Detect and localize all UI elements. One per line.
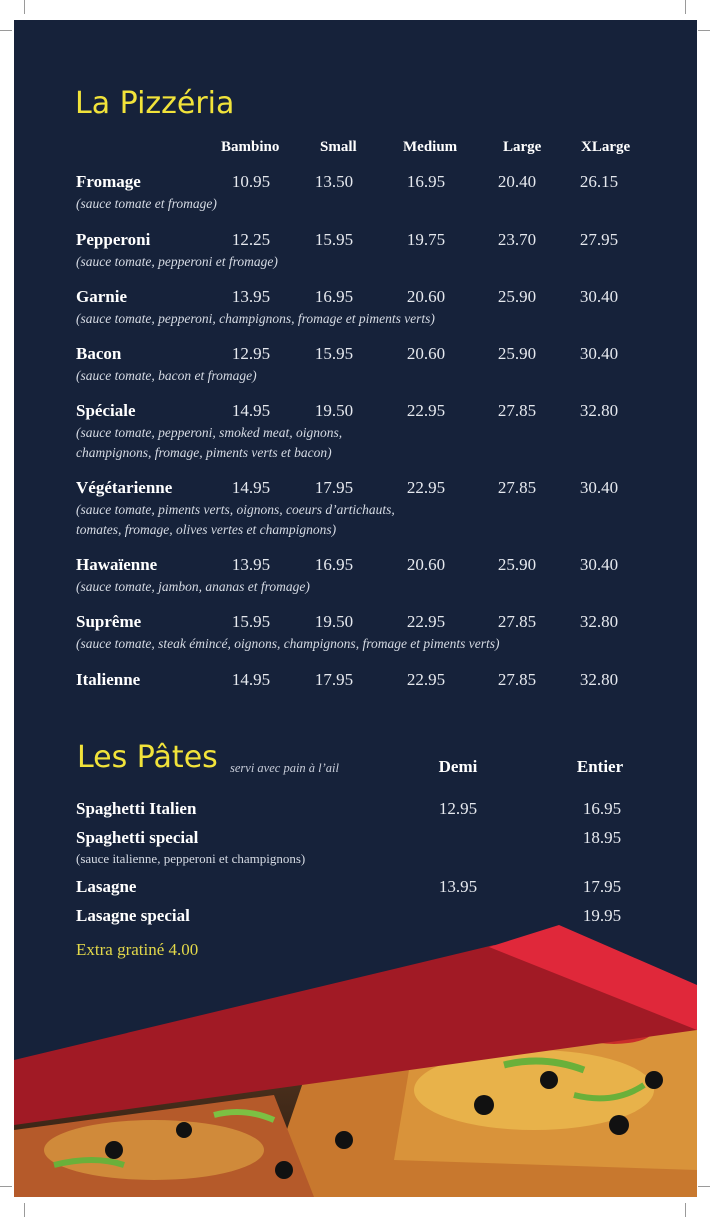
pizza-description xyxy=(76,634,596,654)
size-header-xlarge: XLarge xyxy=(581,139,631,155)
pizza-name: Bacon xyxy=(76,344,122,363)
menu-page xyxy=(14,20,697,1197)
pizza-name: Pepperoni xyxy=(76,230,151,249)
pizza-row xyxy=(14,478,697,537)
pizza-description-line: (sauce tomate, piments verts, oignons, coeurs d’artichauts, xyxy=(76,502,395,517)
pizza-price: 20.60 xyxy=(406,287,446,306)
pizza-price: 14.95 xyxy=(231,401,271,420)
pizza-description-line: tomates, fromage, olives vertes et champignons) xyxy=(76,522,337,537)
pasta-price-demi: 13.95 xyxy=(438,877,478,896)
pizza-price: 22.95 xyxy=(406,478,446,497)
pizza-description xyxy=(76,194,596,214)
pizza-row xyxy=(14,230,697,270)
pizza-description-line: (sauce tomate et fromage) xyxy=(76,196,217,211)
crop-mark xyxy=(698,1186,710,1187)
pizza-price: 14.95 xyxy=(231,670,271,689)
pizza-row xyxy=(14,612,697,652)
pizza-price: 15.95 xyxy=(231,612,271,631)
pizza-row xyxy=(14,344,697,384)
pizza-description xyxy=(76,366,596,386)
pizza-description-line: (sauce tomate, pepperoni, champignons, fromage et piments verts) xyxy=(76,311,435,326)
pizza-price: 27.85 xyxy=(497,670,537,689)
size-header-small: Small xyxy=(320,139,357,155)
extra-gratine: Extra gratiné 4.00 xyxy=(76,940,199,959)
pizza-row xyxy=(14,401,697,460)
pasta-price-entier: 16.95 xyxy=(582,799,622,818)
pates-subtitle: servi avec pain à l’ail xyxy=(230,761,339,775)
size-header-medium: Medium xyxy=(403,139,458,155)
pizza-row xyxy=(14,172,697,212)
pizza-price: 15.95 xyxy=(314,344,354,363)
pizza-description xyxy=(76,500,596,540)
pasta-price-demi: 12.95 xyxy=(438,799,478,818)
pizza-price: 30.40 xyxy=(579,344,619,363)
pasta-name: Spaghetti Italien xyxy=(76,799,197,818)
pizza-price: 22.95 xyxy=(406,612,446,631)
pizza-price: 19.50 xyxy=(314,401,354,420)
pizza-price: 25.90 xyxy=(497,287,537,306)
pizza-price: 25.90 xyxy=(497,555,537,574)
pizza-price: 20.40 xyxy=(497,172,537,191)
pizza-name: Garnie xyxy=(76,287,127,306)
crop-mark xyxy=(24,1203,25,1217)
pizza-price: 25.90 xyxy=(497,344,537,363)
pizza-description-line: (sauce tomate, pepperoni, smoked meat, oignons, xyxy=(76,425,343,440)
pizza-row xyxy=(14,670,697,710)
pasta-name: Lasagne special xyxy=(76,906,190,925)
pizza-price: 10.95 xyxy=(231,172,271,191)
pizza-price: 30.40 xyxy=(579,478,619,497)
pizza-price: 20.60 xyxy=(406,344,446,363)
pizza-description-line: (sauce tomate, bacon et fromage) xyxy=(76,368,257,383)
pizza-price: 27.85 xyxy=(497,478,537,497)
pasta-name: Lasagne xyxy=(76,877,137,896)
pizzeria-title: La Pizzéria xyxy=(75,86,235,121)
pizza-price: 13.50 xyxy=(314,172,354,191)
pasta-price-entier: 19.95 xyxy=(582,906,622,925)
pizza-name: Spéciale xyxy=(76,401,136,420)
pizza-price: 27.85 xyxy=(497,612,537,631)
pasta-price-entier: 17.95 xyxy=(582,877,622,896)
pizza-price: 30.40 xyxy=(579,555,619,574)
pizza-name: Suprême xyxy=(76,612,142,631)
pizza-price: 15.95 xyxy=(314,230,354,249)
pizza-price: 20.60 xyxy=(406,555,446,574)
pizza-price: 16.95 xyxy=(314,555,354,574)
pizza-price: 12.25 xyxy=(231,230,271,249)
pizza-price: 23.70 xyxy=(497,230,537,249)
pizza-price: 19.75 xyxy=(406,230,446,249)
pizza-price: 22.95 xyxy=(406,670,446,689)
crop-mark xyxy=(24,0,25,14)
pasta-name: Spaghetti special xyxy=(76,828,199,847)
pizza-price: 27.85 xyxy=(497,401,537,420)
pizza-description-line: (sauce tomate, pepperoni et fromage) xyxy=(76,254,278,269)
pizza-name: Italienne xyxy=(76,670,141,689)
pizza-description-line: champignons, fromage, piments verts et bacon) xyxy=(76,445,332,460)
pizza-description xyxy=(76,423,596,463)
pizza-price: 32.80 xyxy=(579,670,619,689)
pizza-row xyxy=(14,287,697,327)
pizza-price: 16.95 xyxy=(406,172,446,191)
pizza-price: 13.95 xyxy=(231,555,271,574)
pasta-description: (sauce italienne, pepperoni et champignons) xyxy=(76,851,306,866)
pizza-price: 22.95 xyxy=(406,401,446,420)
pizza-name: Hawaïenne xyxy=(76,555,158,574)
pizza-price: 26.15 xyxy=(579,172,619,191)
pizza-price: 13.95 xyxy=(231,287,271,306)
pizza-price: 27.95 xyxy=(579,230,619,249)
pizza-price: 14.95 xyxy=(231,478,271,497)
pizza-price: 17.95 xyxy=(314,478,354,497)
pizza-price: 16.95 xyxy=(314,287,354,306)
size-header-bambino: Bambino xyxy=(221,139,280,155)
pates-title: Les Pâtes xyxy=(77,740,218,775)
col-header-demi: Demi xyxy=(438,757,478,776)
pizza-row xyxy=(14,555,697,595)
pizza-description xyxy=(76,577,596,597)
pizza-price: 17.95 xyxy=(314,670,354,689)
pizza-price: 19.50 xyxy=(314,612,354,631)
pasta-price-entier: 18.95 xyxy=(582,828,622,847)
pizza-price: 32.80 xyxy=(579,612,619,631)
pizza-name: Végétarienne xyxy=(76,478,173,497)
pizza-price: 32.80 xyxy=(579,401,619,420)
col-header-entier: Entier xyxy=(576,757,624,776)
crop-mark xyxy=(685,1203,686,1217)
pizza-description-line: (sauce tomate, steak émincé, oignons, champignons, fromage et piments verts) xyxy=(76,636,500,651)
crop-mark xyxy=(685,0,686,14)
pizza-price: 30.40 xyxy=(579,287,619,306)
pizza-name: Fromage xyxy=(76,172,141,191)
pizza-description-line: (sauce tomate, jambon, ananas et fromage) xyxy=(76,579,310,594)
pizza-description xyxy=(76,252,596,272)
pizza-price: 12.95 xyxy=(231,344,271,363)
crop-mark xyxy=(0,1186,12,1187)
pizza-description xyxy=(76,309,596,329)
crop-mark xyxy=(0,30,12,31)
size-header-large: Large xyxy=(503,139,542,155)
crop-mark xyxy=(698,30,710,31)
